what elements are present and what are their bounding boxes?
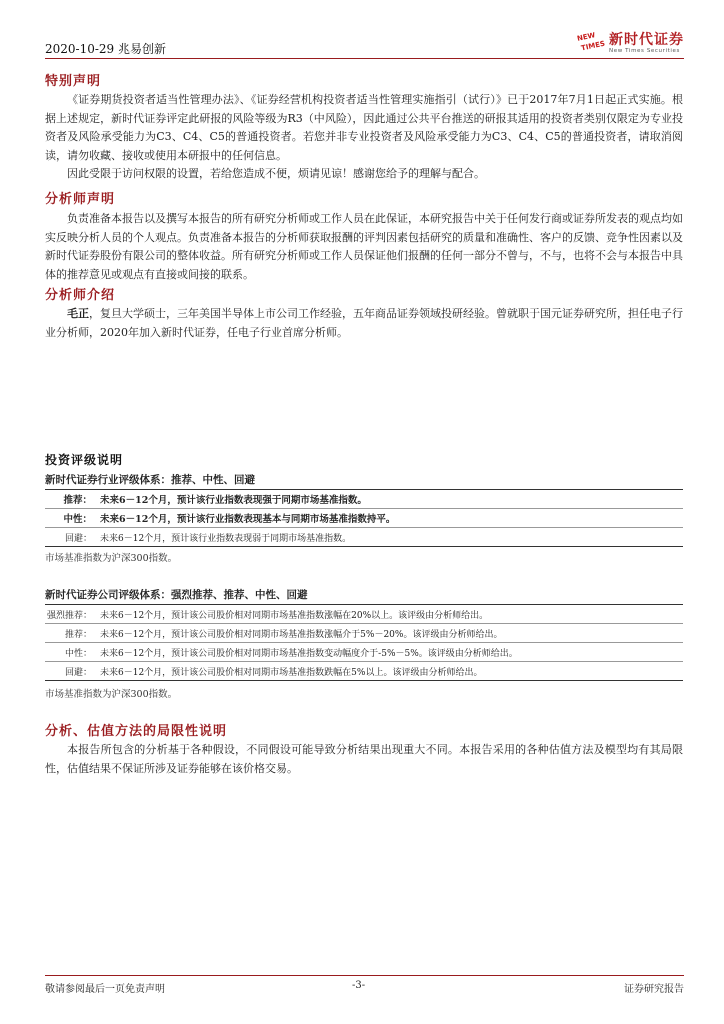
rating-label: 回避： xyxy=(64,667,92,678)
logo-badge-icon xyxy=(577,31,607,55)
company-rating-header-text: 新时代证券公司评级体系：强烈推荐、推荐、中性、回避 xyxy=(45,588,308,601)
table-row xyxy=(45,662,683,681)
industry-rating-header-text: 新时代证券行业评级体系：推荐、中性、回避 xyxy=(45,473,255,486)
rating-desc: 未来6－12个月，预计该行业指数表现基本与同期市场基准指数持平。 xyxy=(100,514,396,525)
ratings-title: 投资评级说明 xyxy=(45,453,124,467)
rating-desc: 未来6－12个月，预计该公司股价相对同期市场基准指数涨幅在20%以上。该评级由分析师给出。 xyxy=(100,610,489,621)
rating-desc: 未来6－12个月，预计该行业指数表现弱于同期市场基准指数。 xyxy=(100,533,352,544)
logo-english: New Times Securities xyxy=(609,47,680,54)
limitations-paragraph: 本报告所包含的分析基于各种假设，不同假设可能导致分析结果出现重大不同。本报告采用的各种估值方法及模型均有其局限性，估值结果不保证所涉及证券能够在该价格交易。 xyxy=(45,743,683,775)
analyst-intro-title: 分析师介绍 xyxy=(45,288,116,303)
rating-label: 推荐： xyxy=(63,495,92,506)
industry-rating-header xyxy=(45,469,683,490)
industry-benchmark-note: 市场基准指数为沪深300指数。 xyxy=(45,553,178,564)
rating-desc: 未来6－12个月，预计该公司股价相对同期市场基准指数变动幅度介于-5%－5%。该评级由分析师给出。 xyxy=(100,648,518,659)
industry-rating-table xyxy=(45,469,683,547)
analyst-bio: ，复旦大学硕士，三年美国半导体上市公司工作经验，五年商品证券领域投研经验。曾就职于国元证券研究所，担任电子行业分析师，2020年加入新时代证券，任电子行业首席分析师。 xyxy=(45,307,683,339)
table-row xyxy=(45,509,683,528)
table-row xyxy=(45,528,683,547)
analyst-statement-paragraph: 负责准备本报告以及撰写本报告的所有研究分析师或工作人员在此保证，本研究报告中关于任何发行商或证券所发表的观点均如实反映分析人员的个人观点。负责准备本报告的分析师获取报酬的评判因素包括研究的质量和准确性、客户的反馈、竞争性因素以及新时代证券股份有限公司的整体收益。所有研究分析师或工作人员保证他们报酬的任何一部分不曾与，不与，也将不会与本报告中具体的推荐意见或观点有直接或间接的联系。 xyxy=(45,212,683,281)
header-divider xyxy=(45,58,684,59)
analyst-statement-title: 分析师声明 xyxy=(45,192,116,207)
rating-label: 中性： xyxy=(63,514,92,525)
rating-desc: 未来6－12个月，预计该行业指数表现强于同期市场基准指数。 xyxy=(100,495,367,506)
limitations-title: 分析、估值方法的局限性说明 xyxy=(45,724,228,739)
rating-desc: 未来6－12个月，预计该公司股价相对同期市场基准指数涨幅介于5%－20%。该评级由分析师给出。 xyxy=(100,629,503,640)
analyst-name: 毛正 xyxy=(67,307,89,320)
footer-disclaimer: 敬请参阅最后一页免责声明 xyxy=(45,984,165,995)
special-title: 特别声明 xyxy=(45,74,102,89)
footer-report-type: 证券研究报告 xyxy=(624,984,684,995)
footer-divider xyxy=(45,975,684,976)
rating-desc: 未来6－12个月，预计该公司股价相对同期市场基准指数跌幅在5%以上。该评级由分析师给出。 xyxy=(100,667,483,678)
header-date-company: 2020-10-29 兆易创新 xyxy=(45,42,167,56)
table-row xyxy=(45,643,683,662)
company-rating-header xyxy=(45,584,683,605)
rating-label: 强烈推荐： xyxy=(46,610,92,621)
company-benchmark-note: 市场基准指数为沪深300指数。 xyxy=(45,689,178,700)
table-row xyxy=(45,490,683,509)
company-logo xyxy=(577,30,684,56)
table-row xyxy=(45,605,683,624)
table-row xyxy=(45,624,683,643)
rating-label: 中性： xyxy=(64,648,92,659)
page-number: -3- xyxy=(352,980,366,991)
special-paragraph-1: 《证券期货投资者适当性管理办法》、《证券经营机构投资者适当性管理实施指引（试行）》已于2017年7月1日起正式实施。根据上述规定，新时代证券评定此研报的风险等级为R3（中风险），因此通过公共平台推送的研报其适用的投资者类别仅限定为专业投资者及风险承受能力为C3、C4、C5的普通投资者。若您并非专业投资者及风险承受能力为C3、C4、C5的普通投资者，请取消阅读，请勿收藏、接收或使用本研报中的任何信息。 xyxy=(45,93,683,162)
rating-label: 回避： xyxy=(64,533,92,544)
analyst-intro-paragraph xyxy=(45,305,683,342)
company-rating-table xyxy=(45,584,683,681)
special-paragraph-2: 因此受限于访问权限的设置，若给您造成不便，烦请见谅！感谢您给予的理解与配合。 xyxy=(67,167,485,180)
logo-name: 新时代证券 xyxy=(609,31,684,48)
logo-badge-top: NEW xyxy=(576,31,597,43)
logo-badge-bottom: TIMES xyxy=(580,39,606,53)
rating-label: 推荐： xyxy=(64,629,92,640)
